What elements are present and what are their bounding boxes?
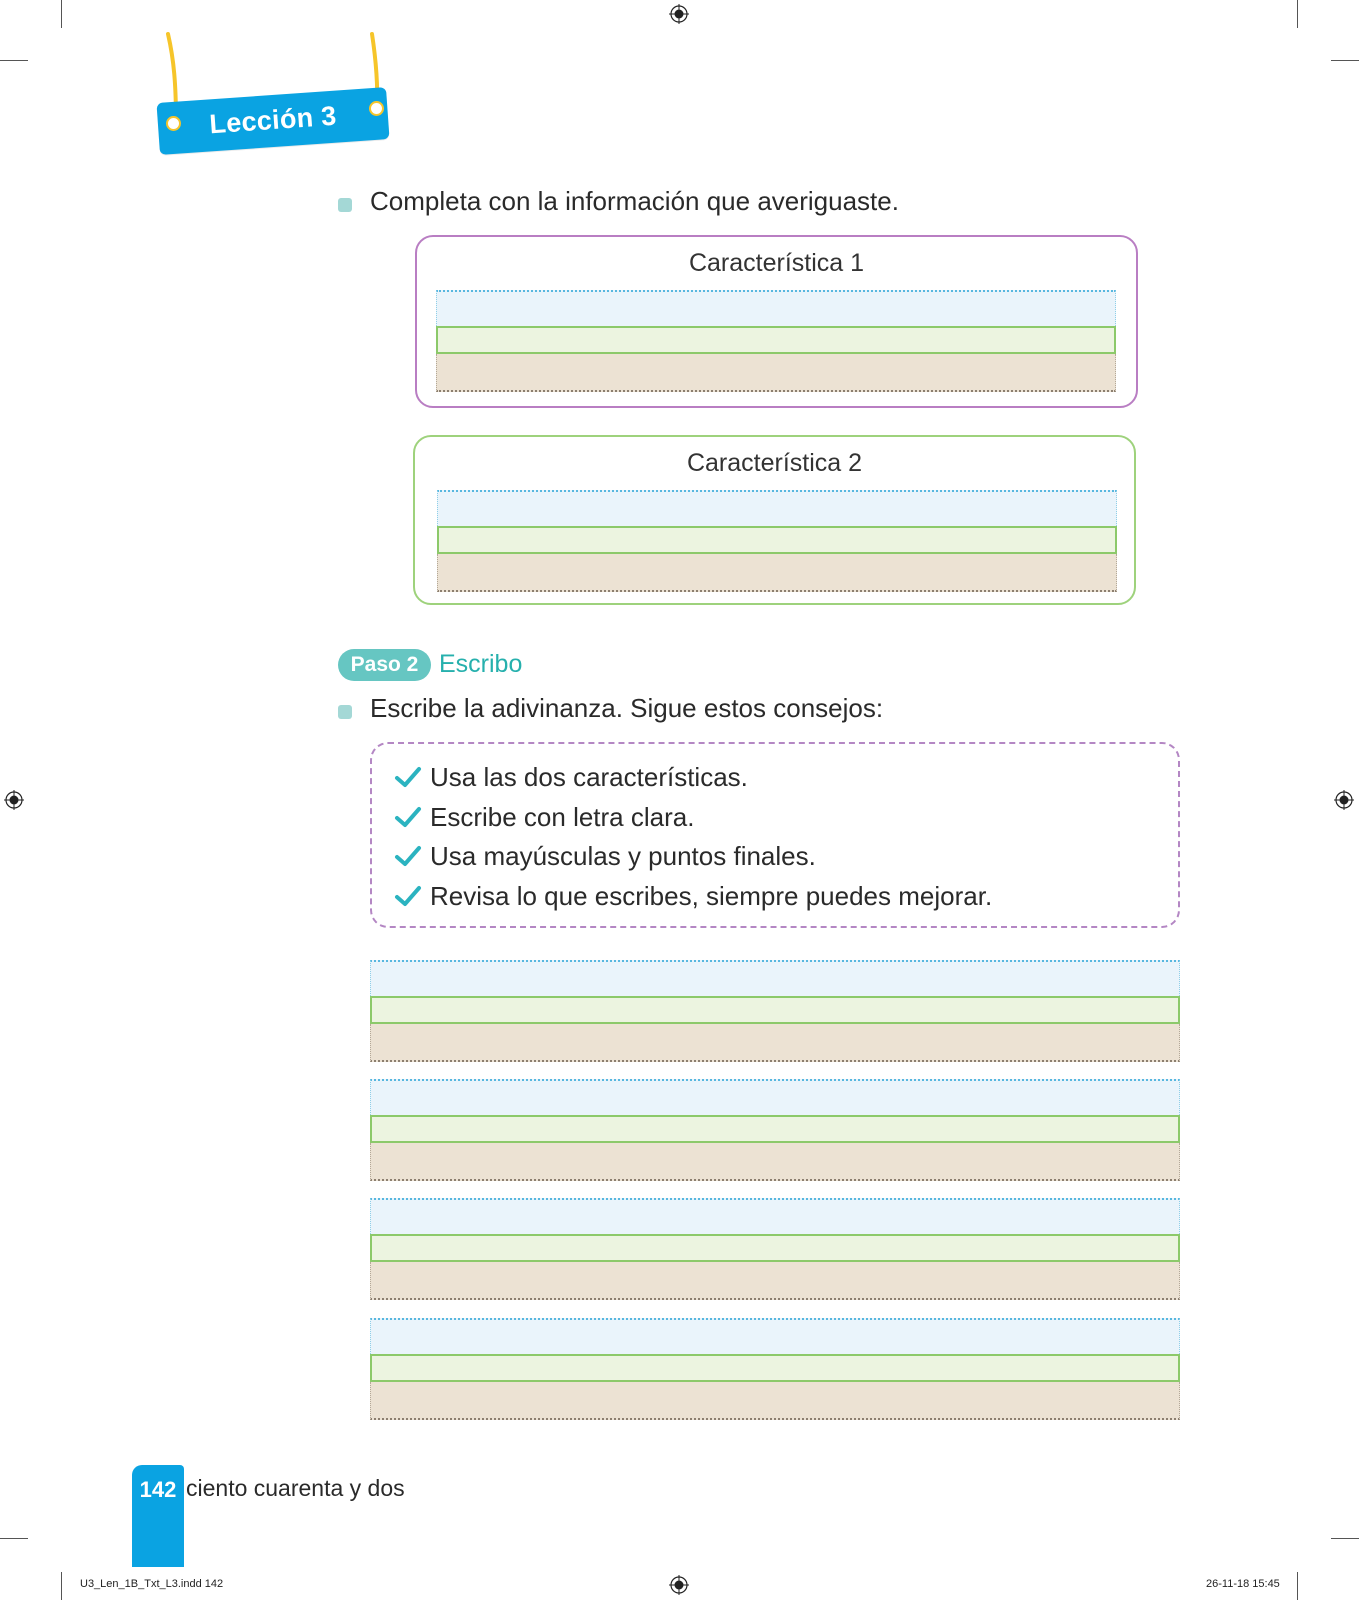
- bullet-icon: [338, 705, 352, 719]
- characteristic-title-1: Característica 1: [688, 249, 865, 277]
- instruction-complete: Completa con la información que averiguaste.: [370, 186, 899, 216]
- check-icon: [394, 884, 422, 908]
- lesson-tag: [150, 30, 400, 165]
- tip-item: [394, 797, 694, 837]
- crop-mark: [1331, 1538, 1359, 1539]
- check-icon: [394, 805, 422, 829]
- writing-line[interactable]: [370, 1079, 1180, 1181]
- tip-text: Revisa lo que escribes, siempre puedes mejorar.: [430, 880, 993, 911]
- characteristic-title-2: Característica 2: [686, 449, 863, 477]
- crop-mark: [0, 1538, 28, 1539]
- tip-item: [394, 757, 748, 797]
- instruction-write: Escribe la adivinanza. Sigue estos consejos:: [370, 693, 884, 723]
- bullet-icon: [338, 198, 352, 212]
- page-number-words: ciento cuarenta y dos: [186, 1475, 405, 1501]
- page-number-tab: [132, 1465, 184, 1567]
- ring-icon: [369, 101, 384, 116]
- crop-mark: [1297, 0, 1298, 28]
- tip-text: Escribe con letra clara.: [430, 801, 695, 832]
- registration-mark-icon: [1334, 790, 1354, 810]
- check-icon: [394, 844, 422, 868]
- page-number: 142: [139, 1477, 177, 1502]
- crop-mark: [1297, 1572, 1298, 1600]
- characteristic-box-1: [415, 235, 1138, 408]
- step-pill: Paso 2: [338, 649, 431, 681]
- tips-box: [370, 742, 1180, 928]
- writing-line[interactable]: [370, 1198, 1180, 1300]
- tip-item: [394, 836, 816, 876]
- lesson-title: Lección 3: [208, 100, 338, 140]
- writing-line[interactable]: [370, 960, 1180, 1062]
- crop-mark: [1331, 60, 1359, 61]
- slug-file: U3_Len_1B_Txt_L3.indd 142: [80, 1578, 224, 1590]
- crop-mark: [0, 60, 28, 61]
- characteristic-box-2: [413, 435, 1136, 605]
- tip-item: [394, 876, 992, 916]
- tip-text: Usa mayúsculas y puntos finales.: [430, 840, 816, 871]
- step-label: Escribo: [439, 650, 523, 678]
- slug-date: 26-11-18 15:45: [1206, 1578, 1280, 1590]
- crop-mark: [61, 0, 62, 28]
- writing-line[interactable]: [437, 490, 1117, 592]
- crop-mark: [61, 1572, 62, 1600]
- writing-line[interactable]: [370, 1318, 1180, 1420]
- check-icon: [394, 765, 422, 789]
- writing-line[interactable]: [436, 290, 1116, 392]
- registration-mark-icon: [669, 1575, 689, 1595]
- ring-icon: [166, 116, 181, 131]
- registration-mark-icon: [4, 790, 24, 810]
- tip-text: Usa las dos características.: [430, 761, 748, 792]
- registration-mark-icon: [669, 4, 689, 24]
